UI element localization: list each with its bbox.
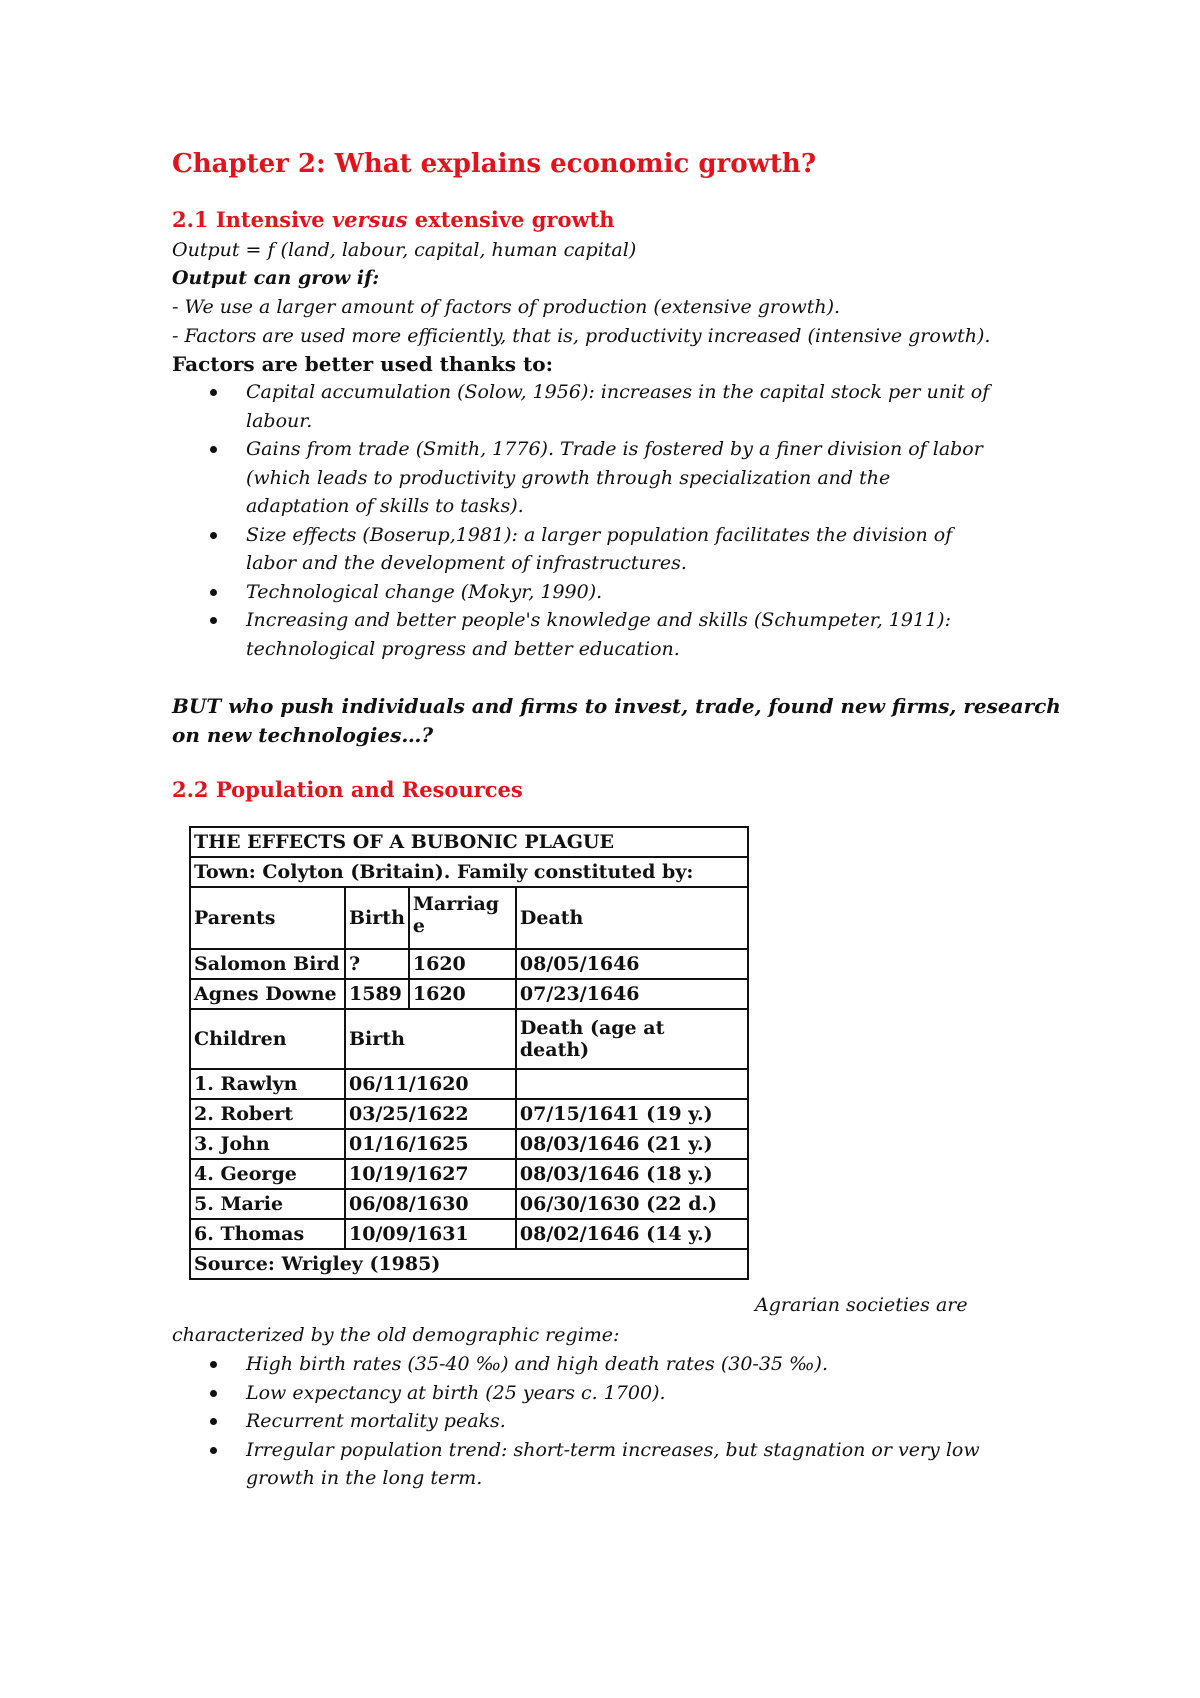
header-birth: Birth <box>345 887 409 949</box>
section-2-1-heading-num: 2.1 Intensive <box>172 207 332 232</box>
table-cell: 10/09/1631 <box>345 1219 516 1249</box>
header-marriage-part: e <box>412 915 425 937</box>
table-cell: 4. George <box>190 1159 345 1189</box>
table-cell: 07/23/1646 <box>516 979 748 1009</box>
list-item <box>200 1436 980 1493</box>
table-row <box>190 1099 748 1129</box>
table-row <box>190 1159 748 1189</box>
question-line-1: BUT who push individuals and firms to invest, trade, found new firms, research <box>172 694 1061 718</box>
list-item <box>200 606 989 663</box>
bullet-dot <box>210 1361 217 1368</box>
table-cell: 08/05/1646 <box>516 949 748 979</box>
list-item <box>200 435 989 521</box>
table-cell: 10/19/1627 <box>345 1159 516 1189</box>
list-item <box>200 521 989 578</box>
bullet-dot <box>210 532 217 539</box>
condition-extensive: - We use a larger amount of factors of production (extensive growth). <box>172 296 841 318</box>
list-item-text: Low expectancy at birth (25 years c. 1700). <box>246 1381 666 1404</box>
header-parents: Parents <box>190 887 345 949</box>
header-marriage <box>409 887 516 949</box>
list-item-text: Technological change (Mokyr, 1990). <box>246 580 603 603</box>
agrarian-intro: Agrarian societies are <box>755 1294 968 1316</box>
agrarian-intro-cont: characterized by the old demographic regime: <box>172 1324 620 1346</box>
list-item-text: labor and the development of infrastructures. <box>246 552 687 574</box>
header-child-death-part: Death (age at <box>519 1017 665 1039</box>
header-child-death-part: death) <box>519 1039 590 1061</box>
table-cell: 08/03/1646 (18 y.) <box>516 1159 748 1189</box>
table-cell: 03/25/1622 <box>345 1099 516 1129</box>
output-grow-if: Output can grow if: <box>172 267 380 289</box>
list-item-text: Increasing and better people's knowledge and skills (Schumpeter, 1911): <box>246 609 951 631</box>
list-item <box>200 378 989 435</box>
bullet-dot <box>210 1447 217 1454</box>
list-item-text: Gains from trade (Smith, 1776). Trade is fostered by a finer division of labor <box>246 438 983 460</box>
table-subtitle: Town: Colyton (Britain). Family constituted by: <box>190 857 748 887</box>
table-cell: 6. Thomas <box>190 1219 345 1249</box>
table-row <box>190 1069 748 1099</box>
section-2-1-heading <box>172 206 615 234</box>
table-cell: Salomon Bird <box>190 949 345 979</box>
output-formula: Output = f (land, labour, capital, human capital) <box>172 239 637 261</box>
bullet-dot <box>210 389 217 396</box>
section-2-1-heading-rest: extensive growth <box>407 207 615 232</box>
table-cell: 5. Marie <box>190 1189 345 1219</box>
table-cell: 1. Rawlyn <box>190 1069 345 1099</box>
bullet-dot <box>210 589 217 596</box>
table-cell: 08/02/1646 (14 y.) <box>516 1219 748 1249</box>
section-2-1-heading-italic: versus <box>331 207 408 232</box>
list-item <box>200 1407 980 1436</box>
header-child-birth: Birth <box>345 1009 516 1069</box>
table-title: THE EFFECTS OF A BUBONIC PLAGUE <box>190 827 748 857</box>
plague-table <box>189 826 749 1280</box>
bullet-dot <box>210 1418 217 1425</box>
list-item-text: growth in the long term. <box>246 1467 483 1489</box>
section-2-2-heading: 2.2 Population and Resources <box>172 777 523 802</box>
table-row <box>190 1129 748 1159</box>
header-child-death <box>516 1009 748 1069</box>
header-death: Death <box>516 887 748 949</box>
list-item-text: (which leads to productivity growth through specialization and the <box>246 466 891 489</box>
table-row <box>190 979 748 1009</box>
list-item <box>200 1379 980 1408</box>
table-cell: ? <box>345 949 409 979</box>
table-row <box>190 1189 748 1219</box>
header-children: Children <box>190 1009 345 1069</box>
list-item <box>200 578 989 607</box>
table-row <box>190 1249 748 1279</box>
table-cell: 06/11/1620 <box>345 1069 516 1099</box>
table-cell: 1589 <box>345 979 409 1009</box>
chapter-title: Chapter 2: What explains economic growth? <box>172 149 817 179</box>
list-item-text: adaptation of skills to tasks). <box>246 495 524 517</box>
table-cell: Agnes Downe <box>190 979 345 1009</box>
table-cell: 08/03/1646 (21 y.) <box>516 1129 748 1159</box>
table-cell: 06/30/1630 (22 d.) <box>516 1189 748 1219</box>
list-item-text: technological progress and better education. <box>246 637 680 660</box>
list-item-text: Capital accumulation (Solow, 1956): increases in the capital stock per unit of <box>246 381 990 403</box>
table-cell: 1620 <box>409 979 516 1009</box>
table-cell: 07/15/1641 (19 y.) <box>516 1099 748 1129</box>
table-header-row <box>190 1009 748 1069</box>
list-item-text: High birth rates (35-40 ‰) and high death rates (30-35 ‰). <box>246 1353 828 1375</box>
table-cell <box>516 1069 748 1099</box>
factors-list <box>200 378 989 663</box>
table-header-row <box>190 887 748 949</box>
list-item-text: labour. <box>246 409 313 432</box>
table-row <box>190 857 748 887</box>
table-cell: 3. John <box>190 1129 345 1159</box>
table-cell: 1620 <box>409 949 516 979</box>
table-row <box>190 827 748 857</box>
factors-heading: Factors are better used thanks to: <box>172 352 553 376</box>
table-row <box>190 949 748 979</box>
header-marriage-part: Marriag <box>412 893 500 915</box>
list-item-text: Irregular population trend: short-term increases, but stagnation or very low <box>246 1438 980 1461</box>
list-item-text: Recurrent mortality peaks. <box>246 1410 506 1432</box>
condition-intensive: - Factors are used more efficiently, that is, productivity increased (intensive growth). <box>172 325 991 347</box>
bullet-dot <box>210 446 217 453</box>
bullet-dot <box>210 1390 217 1397</box>
table-source: Source: Wrigley (1985) <box>190 1249 748 1279</box>
demographic-list <box>200 1350 980 1493</box>
bullet-dot <box>210 617 217 624</box>
table-cell: 2. Robert <box>190 1099 345 1129</box>
list-item-text: Size effects (Boserup,1981): a larger population facilitates the division of <box>246 523 953 546</box>
list-item <box>200 1350 980 1379</box>
table-row <box>190 1219 748 1249</box>
table-cell: 06/08/1630 <box>345 1189 516 1219</box>
table-cell: 01/16/1625 <box>345 1129 516 1159</box>
question-line-2: on new technologies…? <box>172 723 434 747</box>
